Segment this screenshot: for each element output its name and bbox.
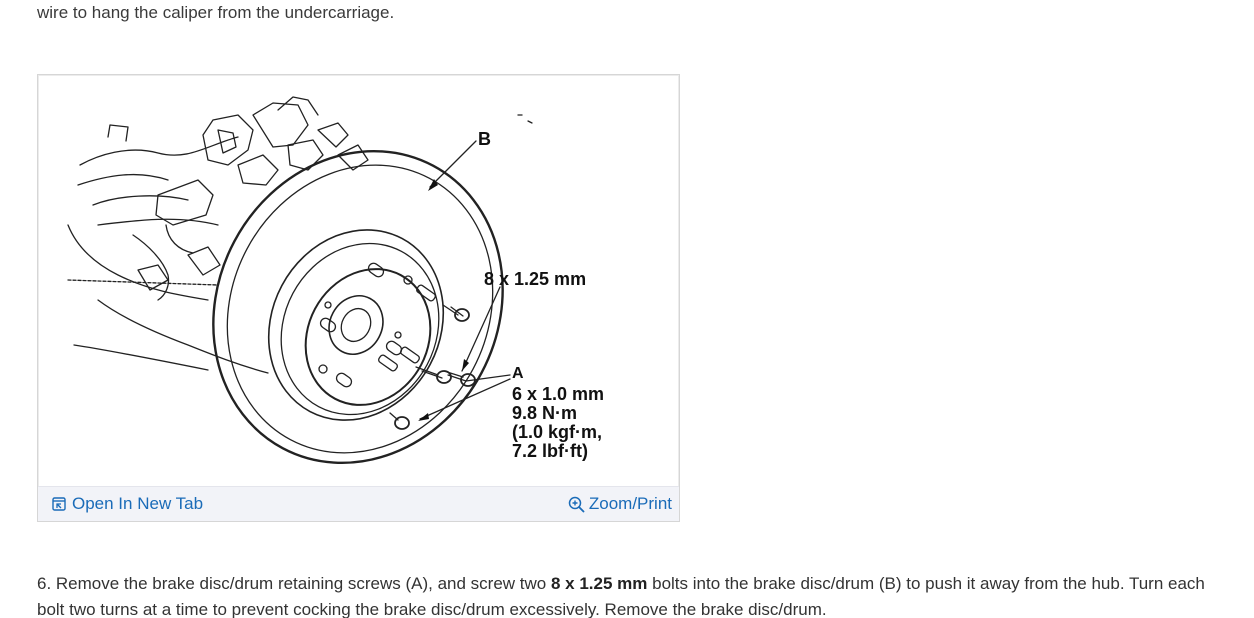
open-in-new-tab-icon	[52, 497, 66, 511]
intro-text: wire to hang the caliper from the undercarriage.	[37, 3, 395, 22]
torque-spec	[512, 385, 604, 461]
zoom-print-link[interactable]	[568, 494, 672, 514]
zoom-print-label: Zoom/Print	[588, 494, 672, 513]
step-text-part1: 6. Remove the brake disc/drum retaining screws (A), and screw two	[37, 574, 551, 593]
spec-line: 6 x 1.0 mm	[512, 384, 605, 404]
step-text-bold: 8 x 1.25 mm	[550, 574, 648, 593]
spec-line: 7.2 lbf·ft)	[512, 441, 588, 461]
open-in-new-tab-link[interactable]	[52, 494, 203, 514]
figure-toolbar	[38, 486, 679, 521]
label-a: A	[512, 365, 524, 382]
step-6-text	[37, 571, 1227, 618]
label-bolt-size: 8 x 1.25 mm	[484, 269, 587, 289]
brake-disc-figure	[37, 74, 680, 522]
label-b: B	[478, 129, 491, 149]
step-text-part2: bolts into the brake disc/drum (B) to push it away from the hub. Turn each bolt two turns at a time to prevent cocking the brake disc/drum excessively. Remove the brake disc/drum.	[37, 574, 1205, 618]
zoom-in-icon	[568, 496, 585, 513]
open-in-new-tab-label: Open In New Tab	[72, 494, 204, 513]
spec-line: (1.0 kgf·m,	[512, 422, 603, 442]
spec-line: 9.8 N·m	[512, 403, 578, 423]
